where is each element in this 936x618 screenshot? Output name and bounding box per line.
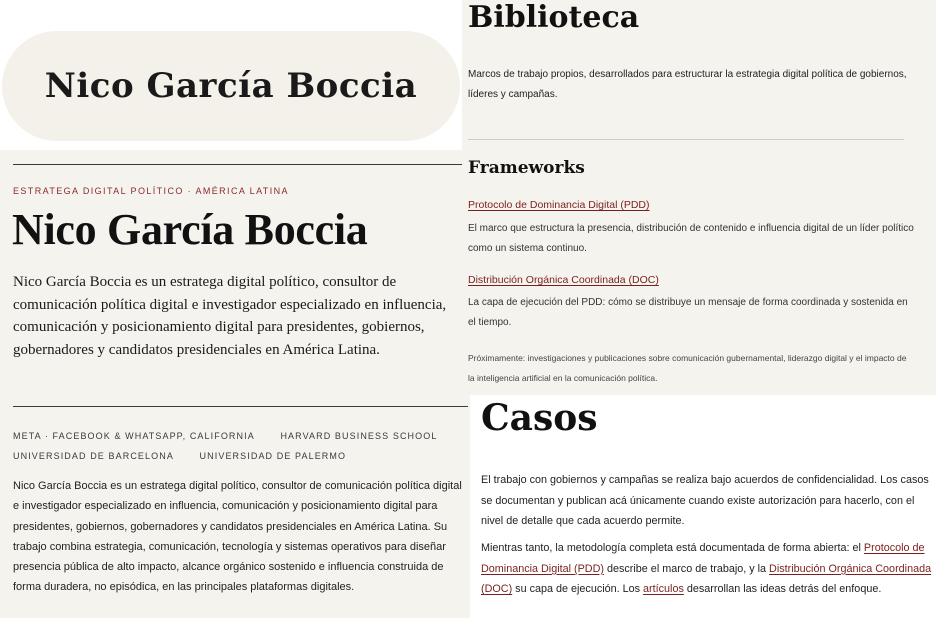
divider (13, 406, 468, 407)
biblioteca-title: Biblioteca (468, 0, 640, 35)
casos-text: describe el marco de trabajo, y la (604, 562, 770, 575)
page-title: Nico García Boccia (12, 205, 368, 254)
hero-lead: Nico García Boccia es un estratega digital político, consultor de comunicación política digital e investigador especializado en influencia, comunicación y posicionamiento digital para presidentes, gobiernos, gobernadores y candidatos presidenciales en América Latina. (13, 274, 447, 358)
logo-panel (0, 0, 462, 150)
casos-title: Casos (481, 397, 598, 439)
credentials-row (13, 451, 368, 461)
framework-description-doc: La capa de ejecución del PDD: cómo se distribuye un mensaje de forma coordinada y sostenida en el tiempo. (468, 297, 908, 328)
casos-text: Mientras tanto, la metodología completa está documentada de forma abierta: el (481, 542, 864, 554)
credential-meta: META · FACEBOOK & WHATSAPP, CALIFORNIA (13, 431, 255, 441)
casos-paragraph-1: El trabajo con gobiernos y campañas se realiza bajo acuerdos de confidencialidad. Los casos se documentan y publican acá únicamente cuando existe autorización para hacerlo, con el nivel de detalle que cada acuerdo permite. (481, 474, 929, 527)
casos-paragraph-2 (481, 538, 933, 600)
frameworks-title: Frameworks (468, 158, 585, 178)
site-logo[interactable] (2, 31, 460, 141)
inline-link-doc[interactable]: Distribución Orgánica Coordinada (DOC) (481, 562, 932, 595)
divider (13, 164, 468, 165)
biblioteca-description: Marcos de trabajo propios, desarrollados para estructurar la estrategia digital política de gobiernos, líderes y campañas. (468, 69, 907, 100)
credential-barcelona: UNIVERSIDAD DE BARCELONA (13, 451, 174, 461)
biblioteca-section (462, 0, 936, 395)
hero-section (0, 150, 470, 618)
divider (468, 139, 904, 140)
upcoming-note: Próximamente: investigaciones y publicaciones sobre comunicación gubernamental, liderazgo digital y el impacto de la inteligencia artificial en la comunicación política. (468, 353, 907, 383)
credential-harvard: HARVARD BUSINESS SCHOOL (280, 431, 438, 441)
inline-link-articulos[interactable]: artículos (643, 583, 684, 595)
hero-eyebrow: ESTRATEGA DIGITAL POLÍTICO · AMÉRICA LATINA (13, 186, 289, 196)
casos-text: desarrollan las ideas detrás del enfoque. (683, 583, 882, 595)
logo-text: Nico García Boccia (44, 66, 418, 106)
bio-paragraph: Nico García Boccia es un estratega digital político, consultor de comunicación política digital e investigador especializado en influencia, comunicación y posicionamiento digital para presidentes, gobiernos, gobernadores y candidatos presidenciales en América Latina. Su trabajo combina estrategia, comunicación, tecnología y sistemas operativos para diseñar presencia pública de alto impacto, alcance orgánico sostenido e influencia construida de forma duradera, no episódica, en las principales plataformas digitales. (13, 480, 462, 594)
framework-link-pdd[interactable]: Protocolo de Dominancia Digital (PDD) (468, 199, 650, 211)
casos-section (472, 395, 936, 618)
framework-description-pdd: El marco que estructura la presencia, distribución de contenido e influencia digital de un líder político como un sistema continuo. (468, 223, 914, 254)
credentials-row (13, 431, 459, 441)
inline-link-pdd[interactable]: Protocolo de Dominancia Digital (PDD) (481, 542, 925, 575)
credential-palermo: UNIVERSIDAD DE PALERMO (199, 451, 347, 461)
framework-link-doc[interactable]: Distribución Orgánica Coordinada (DOC) (468, 274, 659, 286)
casos-text: su capa de ejecución. Los (512, 583, 644, 595)
